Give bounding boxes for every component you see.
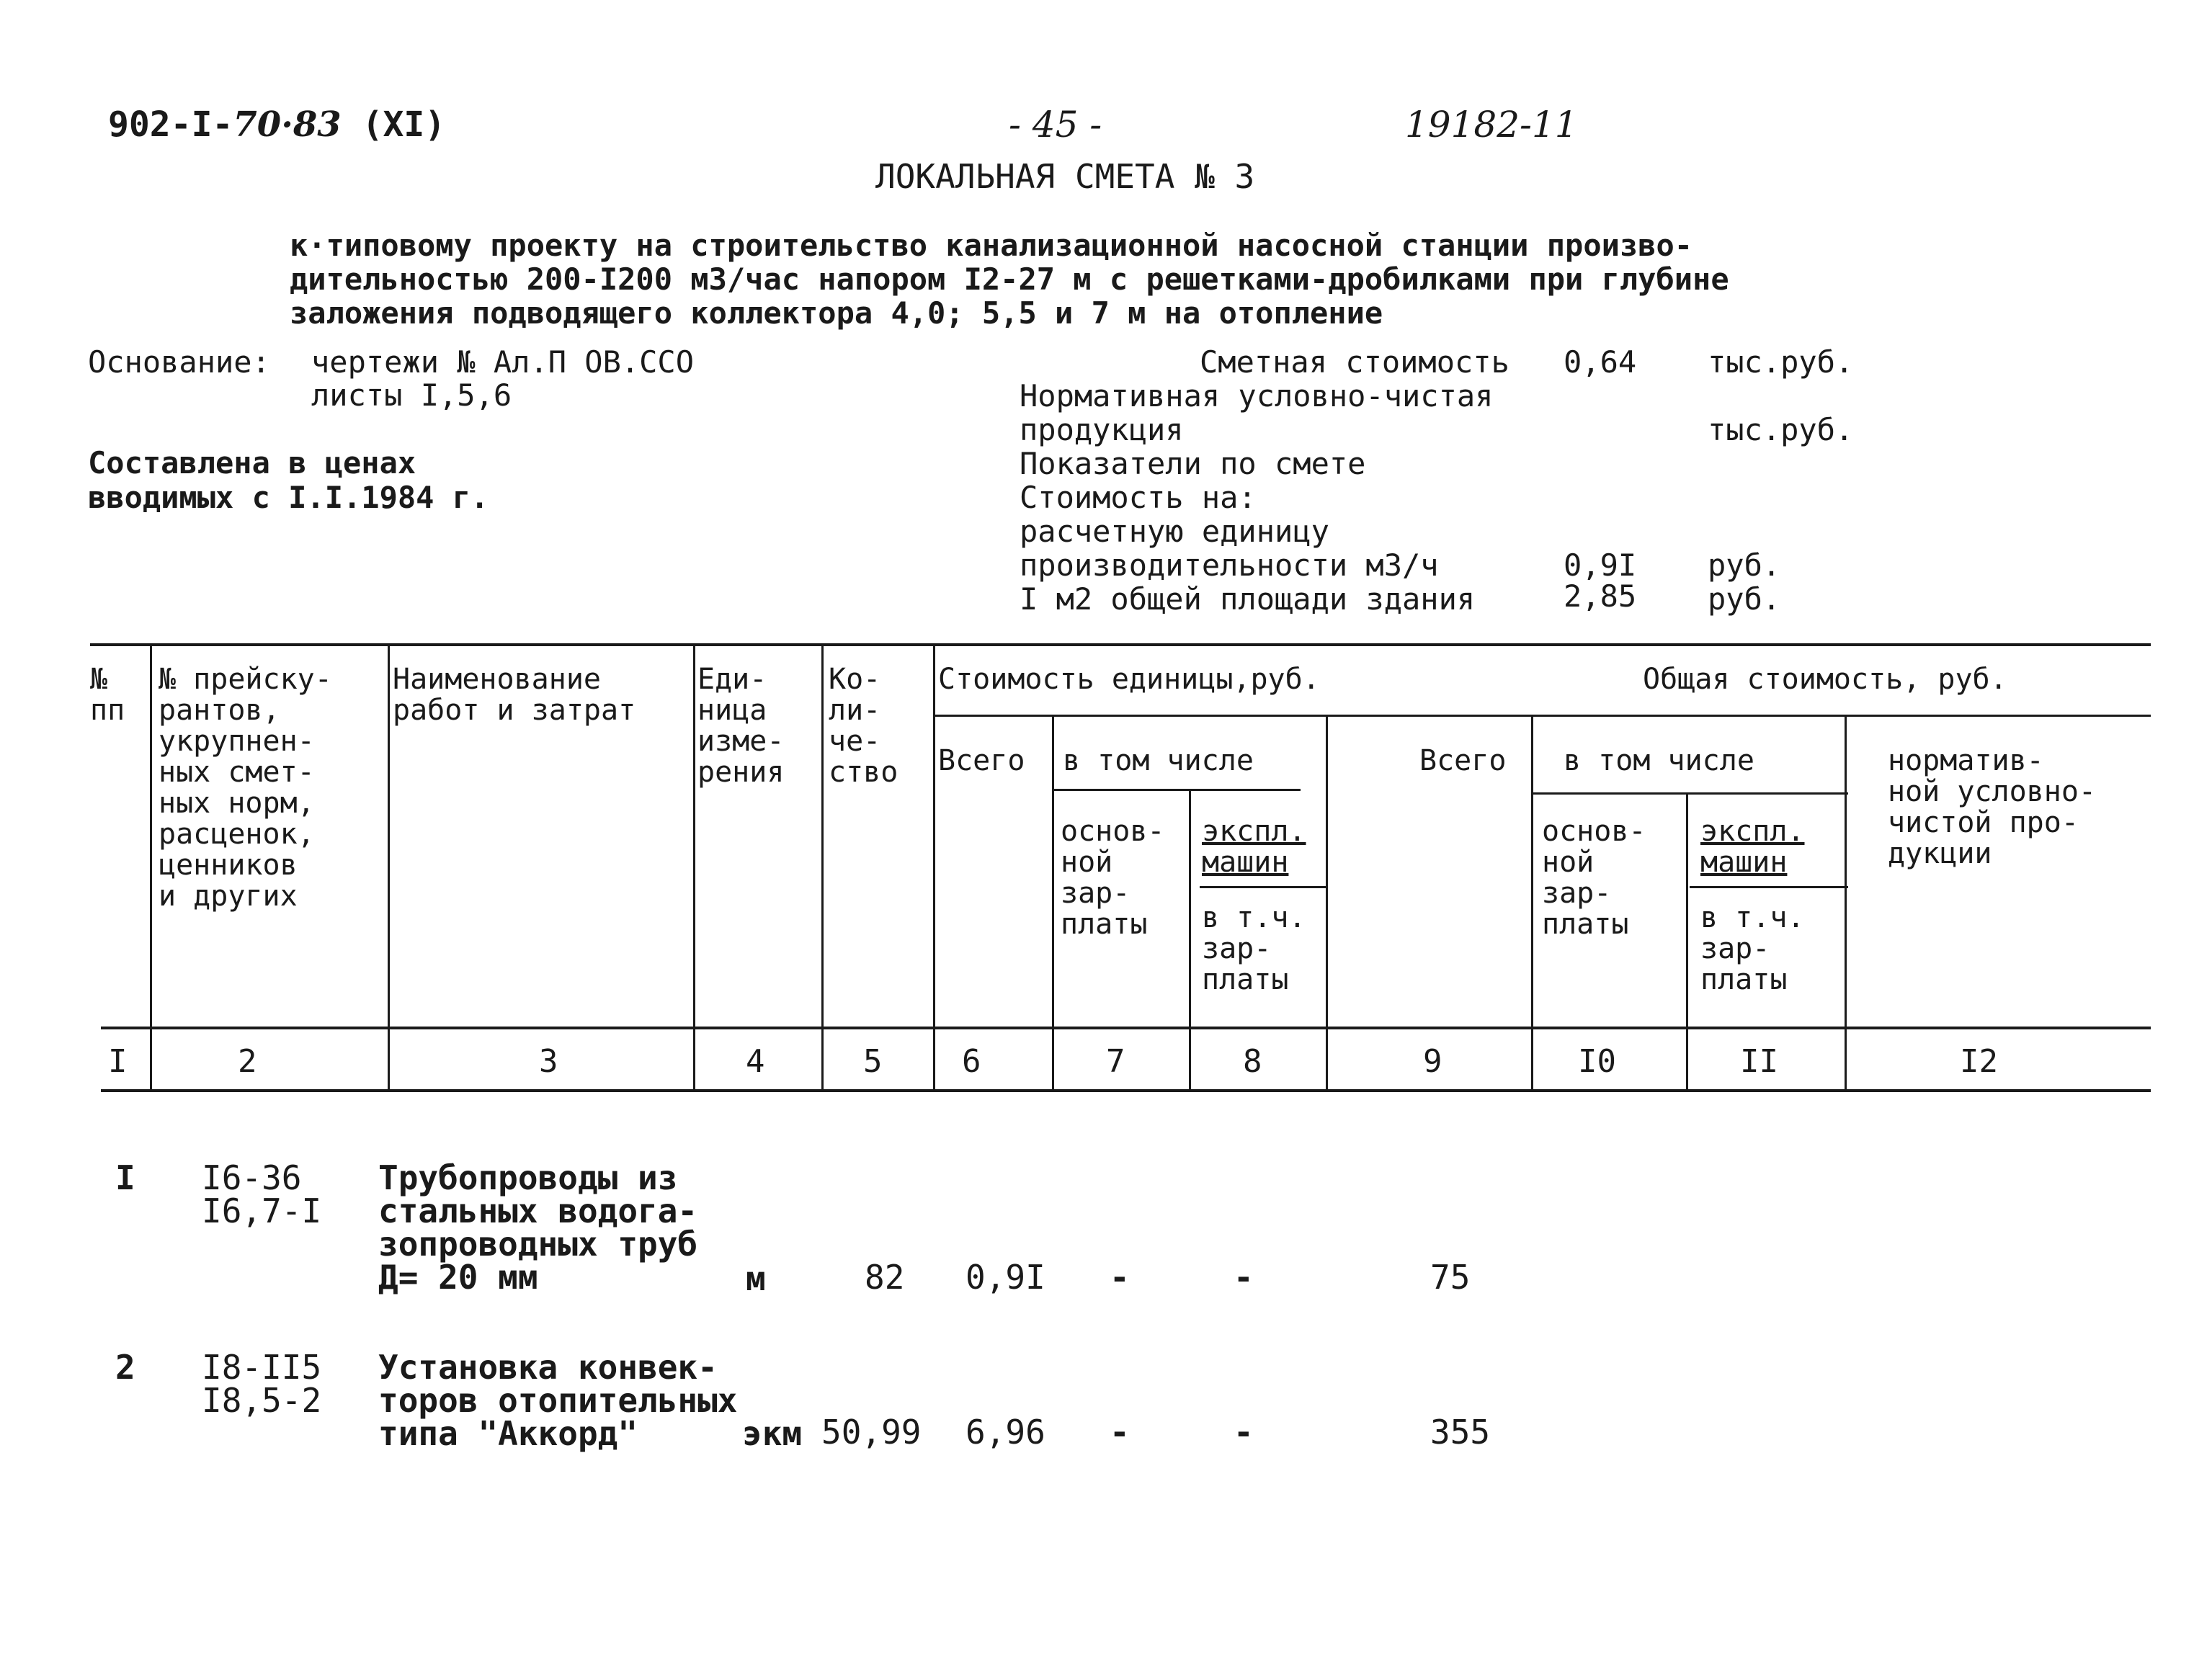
doc-code-prefix: 902-I- — [108, 104, 233, 145]
row-code-2: I8,5-2 — [202, 1381, 322, 1420]
header-unit-incl-wage: в т.ч. зар- платы — [1202, 901, 1306, 996]
column-number: 7 — [1106, 1043, 1125, 1080]
basis-sheets: листы I,5,6 — [311, 377, 512, 413]
row-code-2: I6,7-I — [202, 1191, 322, 1230]
reference-number: 19182-11 — [1405, 104, 1578, 146]
area-value: 2,85 — [1564, 578, 1637, 614]
estimated-cost-value: 0,64 — [1564, 344, 1637, 380]
row-machines: - — [1234, 1258, 1254, 1297]
normative-line-1: Нормативная условно-чистая — [1020, 378, 1494, 413]
basis-drawings: чертежи № Ал.П ОВ.ССО — [311, 344, 695, 380]
row-name-line-2: стальных водога- — [378, 1191, 698, 1230]
header-unit-total: Всего — [938, 744, 1025, 777]
header-col-name: Наименование работ и затрат — [393, 663, 636, 727]
unit-unit: руб. — [1708, 547, 1781, 583]
header-unit-basic-wage: основ- ной зар- платы — [1061, 815, 1165, 941]
header-bottom-line — [101, 1027, 2151, 1029]
doc-code-handwritten: 70·83 — [233, 104, 342, 145]
unit-incl-line — [1052, 789, 1301, 791]
row-quantity: 82 — [865, 1258, 905, 1297]
col-divider-2 — [388, 643, 390, 1091]
column-number: 4 — [746, 1043, 765, 1080]
column-number: I0 — [1578, 1043, 1616, 1080]
header-col-number: № пп — [90, 663, 125, 727]
machine-split-1 — [1200, 886, 1326, 888]
col-divider-10 — [1686, 795, 1688, 1091]
table-top-line — [90, 643, 2151, 646]
row-total: 355 — [1430, 1413, 1491, 1452]
row-basic-wage: - — [1110, 1413, 1130, 1452]
column-number: 8 — [1243, 1043, 1262, 1080]
page-number: - 45 - — [1009, 104, 1102, 146]
header-total-including: в том числе — [1564, 744, 1754, 777]
column-number: II — [1740, 1043, 1778, 1080]
row-number: 2 — [115, 1348, 135, 1387]
header-total-machines: экспл. машин — [1700, 815, 1805, 879]
basis-label: Основание: — [88, 344, 270, 380]
header-col-qty: Ко- ли- че- ство — [829, 663, 898, 789]
unit-value: 0,9I — [1564, 547, 1637, 583]
description-line-2: дительностью 200-I200 м3/час напором I2-27 м с решетками-дробилками при глубине — [290, 261, 1729, 297]
col-divider-8 — [1326, 717, 1328, 1091]
description-line-1: к·типовому проекту на строительство канализационной насосной станции произво- — [290, 228, 1693, 263]
row-unit-total: 6,96 — [965, 1413, 1045, 1452]
row-name-line-3: типа "Аккорд" — [378, 1414, 638, 1453]
header-total-basic-wage: основ- ной зар- платы — [1542, 815, 1646, 941]
row-number: I — [115, 1158, 135, 1197]
col-divider-7 — [1189, 791, 1191, 1091]
col-divider-1 — [150, 643, 152, 1091]
page-title: ЛОКАЛЬНАЯ СМЕТА № 3 — [875, 157, 1255, 196]
row-name-line-1: Установка конвек- — [378, 1348, 718, 1387]
column-number: 5 — [863, 1043, 883, 1080]
numbers-bottom-line — [101, 1089, 2151, 1092]
row-machines: - — [1234, 1413, 1254, 1452]
header-col-codes: № прейску- рантов, укрупнен- ных смет- ных норм, расценок, ценников и других — [159, 663, 332, 913]
column-number: 3 — [539, 1043, 558, 1080]
unit-line-1: расчетную единицу — [1020, 514, 1329, 549]
header-col-unit: Еди- ница изме- рения — [697, 663, 785, 789]
col-divider-6 — [1052, 717, 1054, 1091]
row-unit-total: 0,9I — [965, 1258, 1045, 1297]
row-name-line-2: торов отопительных — [378, 1381, 738, 1420]
header-unit-including: в том числе — [1063, 744, 1254, 777]
header-normative: норматив- ной условно- чистой про- дукции — [1888, 744, 2096, 870]
prices-line-2: вводимых с I.I.1984 г. — [88, 480, 489, 515]
column-number: I — [108, 1043, 128, 1080]
row-code-1: I6-36 — [202, 1158, 302, 1197]
indicators-label: Показатели по смете — [1020, 446, 1366, 481]
row-quantity: 50,99 — [821, 1413, 922, 1452]
description-line-3: заложения подводящего коллектора 4,0; 5,5 и 7 м на отопление — [290, 295, 1383, 331]
row-name-line-3: зопроводных труб — [378, 1225, 698, 1264]
estimated-cost-label: Сметная стоимость — [1200, 344, 1509, 380]
unit-line-2: производительности м3/ч — [1020, 547, 1439, 583]
row-total: 75 — [1430, 1258, 1471, 1297]
normative-unit: тыс.руб. — [1708, 412, 1854, 447]
prices-line-1: Составлена в ценах — [88, 445, 416, 480]
area-unit: руб. — [1708, 581, 1781, 617]
machine-split-2 — [1690, 886, 1848, 888]
normative-line-2: продукция — [1020, 412, 1184, 447]
estimated-cost-unit: тыс.руб. — [1708, 344, 1854, 380]
col-divider-4 — [821, 643, 824, 1091]
column-number: I2 — [1960, 1043, 1998, 1080]
row-name-line-4: Д= 20 мм — [378, 1258, 538, 1297]
cost-group-line — [933, 715, 2151, 717]
row-name-line-1: Трубопроводы из — [378, 1158, 678, 1197]
total-incl-line — [1531, 792, 1848, 795]
col-divider-11 — [1845, 717, 1847, 1091]
header-total-total: Всего — [1419, 744, 1507, 777]
col-divider-5 — [933, 643, 935, 1091]
col-divider-9 — [1531, 717, 1533, 1091]
header-total-incl-wage: в т.ч. зар- платы — [1700, 901, 1805, 996]
column-number: 6 — [962, 1043, 981, 1080]
area-label: I м2 общей площади здания — [1020, 581, 1476, 617]
row-code-1: I8-II5 — [202, 1348, 322, 1387]
doc-code-suffix: (XI) — [362, 104, 446, 145]
header-unit-cost: Стоимость единицы,руб. — [938, 663, 1320, 696]
doc-code — [108, 104, 446, 145]
col-divider-3 — [693, 643, 695, 1091]
column-number: 9 — [1423, 1043, 1442, 1080]
row-basic-wage: - — [1110, 1258, 1130, 1297]
cost-on-label: Стоимость на: — [1020, 480, 1257, 515]
header-unit-machines: экспл. машин — [1202, 815, 1306, 879]
header-total-cost: Общая стоимость, руб. — [1643, 663, 2007, 696]
column-number: 2 — [238, 1043, 257, 1080]
row-unit: м — [746, 1259, 766, 1298]
row-unit: экм — [742, 1414, 803, 1453]
